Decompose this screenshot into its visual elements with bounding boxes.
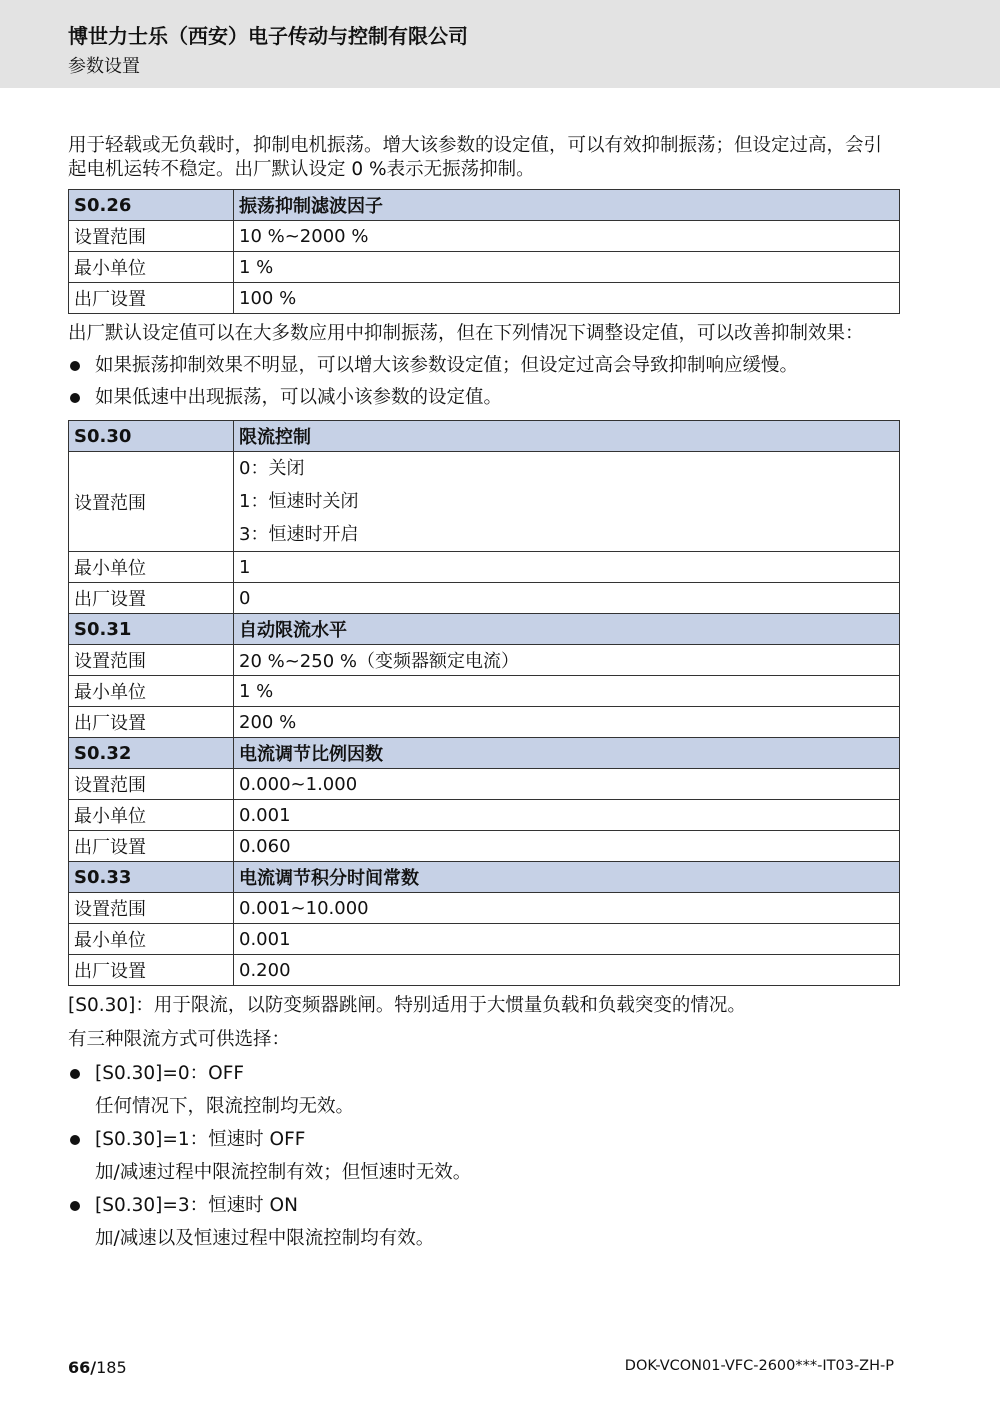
row-label: 最小单位	[69, 252, 234, 283]
row-value: 1	[234, 552, 900, 583]
current-page: 66/	[68, 1358, 97, 1377]
table-row	[69, 452, 900, 552]
row-label: 出厂设置	[69, 955, 234, 986]
bullet-item: 如果振荡抑制效果不明显，可以增大该参数设定值；但设定过高会导致抑制响应缓慢。	[68, 354, 900, 378]
table-row	[69, 676, 900, 707]
row-value: 0	[234, 583, 900, 614]
row-value: 20 %~250 %（变频器额定电流）	[234, 645, 900, 676]
row-label: 最小单位	[69, 552, 234, 583]
table-row	[69, 893, 900, 924]
table-row	[69, 924, 900, 955]
table-row	[69, 252, 900, 283]
bullet-item: [S0.30]=1：恒速时 OFF	[68, 1128, 900, 1152]
row-label: 最小单位	[69, 676, 234, 707]
table-row	[69, 800, 900, 831]
row-label: 设置范围	[69, 221, 234, 252]
row-label: 出厂设置	[69, 583, 234, 614]
table-row	[69, 552, 900, 583]
row-value: 100 %	[234, 283, 900, 314]
row-label: 最小单位	[69, 800, 234, 831]
row-value: 0.001	[234, 800, 900, 831]
bullet-item: [S0.30]=3：恒速时 ON	[68, 1194, 900, 1218]
row-label: 设置范围	[69, 645, 234, 676]
table-row	[69, 583, 900, 614]
option-item: 0：关闭	[239, 458, 305, 479]
option-item: 1：恒速时关闭	[239, 491, 359, 512]
param-table-s0-26	[68, 189, 900, 314]
row-label: 出厂设置	[69, 283, 234, 314]
param-name: 自动限流水平	[234, 614, 900, 645]
row-value: 10 %~2000 %	[234, 221, 900, 252]
row-value: 1 %	[234, 252, 900, 283]
paragraph-4: 有三种限流方式可供选择：	[68, 1029, 291, 1050]
row-value: 0.000~1.000	[234, 769, 900, 800]
company-name: 博世力士乐（西安）电子传动与控制有限公司	[68, 24, 468, 48]
page-number	[68, 1358, 127, 1377]
param-name: 限流控制	[234, 421, 900, 452]
row-label: 设置范围	[69, 452, 234, 552]
row-value: 0.001~10.000	[234, 893, 900, 924]
param-code: S0.30	[69, 421, 234, 452]
bullet-item: 如果低速中出现振荡，可以减小该参数的设定值。	[68, 386, 900, 410]
paragraph-2: 出厂默认设定值可以在大多数应用中抑制振荡，但在下列情况下调整设定值，可以改善抑制效果：	[68, 323, 864, 344]
page-content	[68, 134, 900, 1251]
bullet-description: 任何情况下，限流控制均无效。	[95, 1096, 355, 1117]
row-value: 0.200	[234, 955, 900, 986]
row-value	[234, 452, 900, 552]
table-row	[69, 283, 900, 314]
param-code: S0.31	[69, 614, 234, 645]
table-row	[69, 645, 900, 676]
bullet-item: [S0.30]=0：OFF	[68, 1062, 900, 1086]
bullet-description: 加/减速以及恒速过程中限流控制均有效。	[95, 1228, 435, 1249]
table-row	[69, 707, 900, 738]
paragraph-3: [S0.30]：用于限流，以防变频器跳闸。特别适用于大惯量负载和负载突变的情况。	[68, 995, 746, 1016]
document-id: DOK-VCON01-VFC-2600***-IT03-ZH-P	[624, 1358, 894, 1374]
param-table-s0-30-s0-33	[68, 420, 900, 986]
table-row	[69, 221, 900, 252]
row-label: 出厂设置	[69, 707, 234, 738]
param-code: S0.32	[69, 738, 234, 769]
param-header-row	[69, 862, 900, 893]
total-pages: 185	[96, 1358, 127, 1377]
row-value: 1 %	[234, 676, 900, 707]
param-name: 振荡抑制滤波因子	[234, 190, 900, 221]
param-header-row	[69, 190, 900, 221]
row-label: 设置范围	[69, 769, 234, 800]
bullet-description: 加/减速过程中限流控制有效；但恒速时无效。	[95, 1162, 472, 1183]
param-code: S0.33	[69, 862, 234, 893]
row-value: 0.060	[234, 831, 900, 862]
param-header-row	[69, 614, 900, 645]
param-header-row	[69, 421, 900, 452]
table-row	[69, 955, 900, 986]
param-name: 电流调节积分时间常数	[234, 862, 900, 893]
page-header	[0, 0, 1000, 88]
option-item: 3：恒速时开启	[239, 524, 359, 545]
row-value: 200 %	[234, 707, 900, 738]
intro-paragraph: 用于轻载或无负载时，抑制电机振荡。增大该参数的设定值，可以有效抑制振荡；但设定过高，会引起电机运转不稳定。出厂默认设定 0 %表示无振荡抑制。	[68, 135, 883, 180]
section-title: 参数设置	[68, 56, 140, 77]
row-label: 出厂设置	[69, 831, 234, 862]
table-row	[69, 831, 900, 862]
table-row	[69, 769, 900, 800]
param-code: S0.26	[69, 190, 234, 221]
row-value: 0.001	[234, 924, 900, 955]
row-label: 设置范围	[69, 893, 234, 924]
param-name: 电流调节比例因数	[234, 738, 900, 769]
row-label: 最小单位	[69, 924, 234, 955]
param-header-row	[69, 738, 900, 769]
